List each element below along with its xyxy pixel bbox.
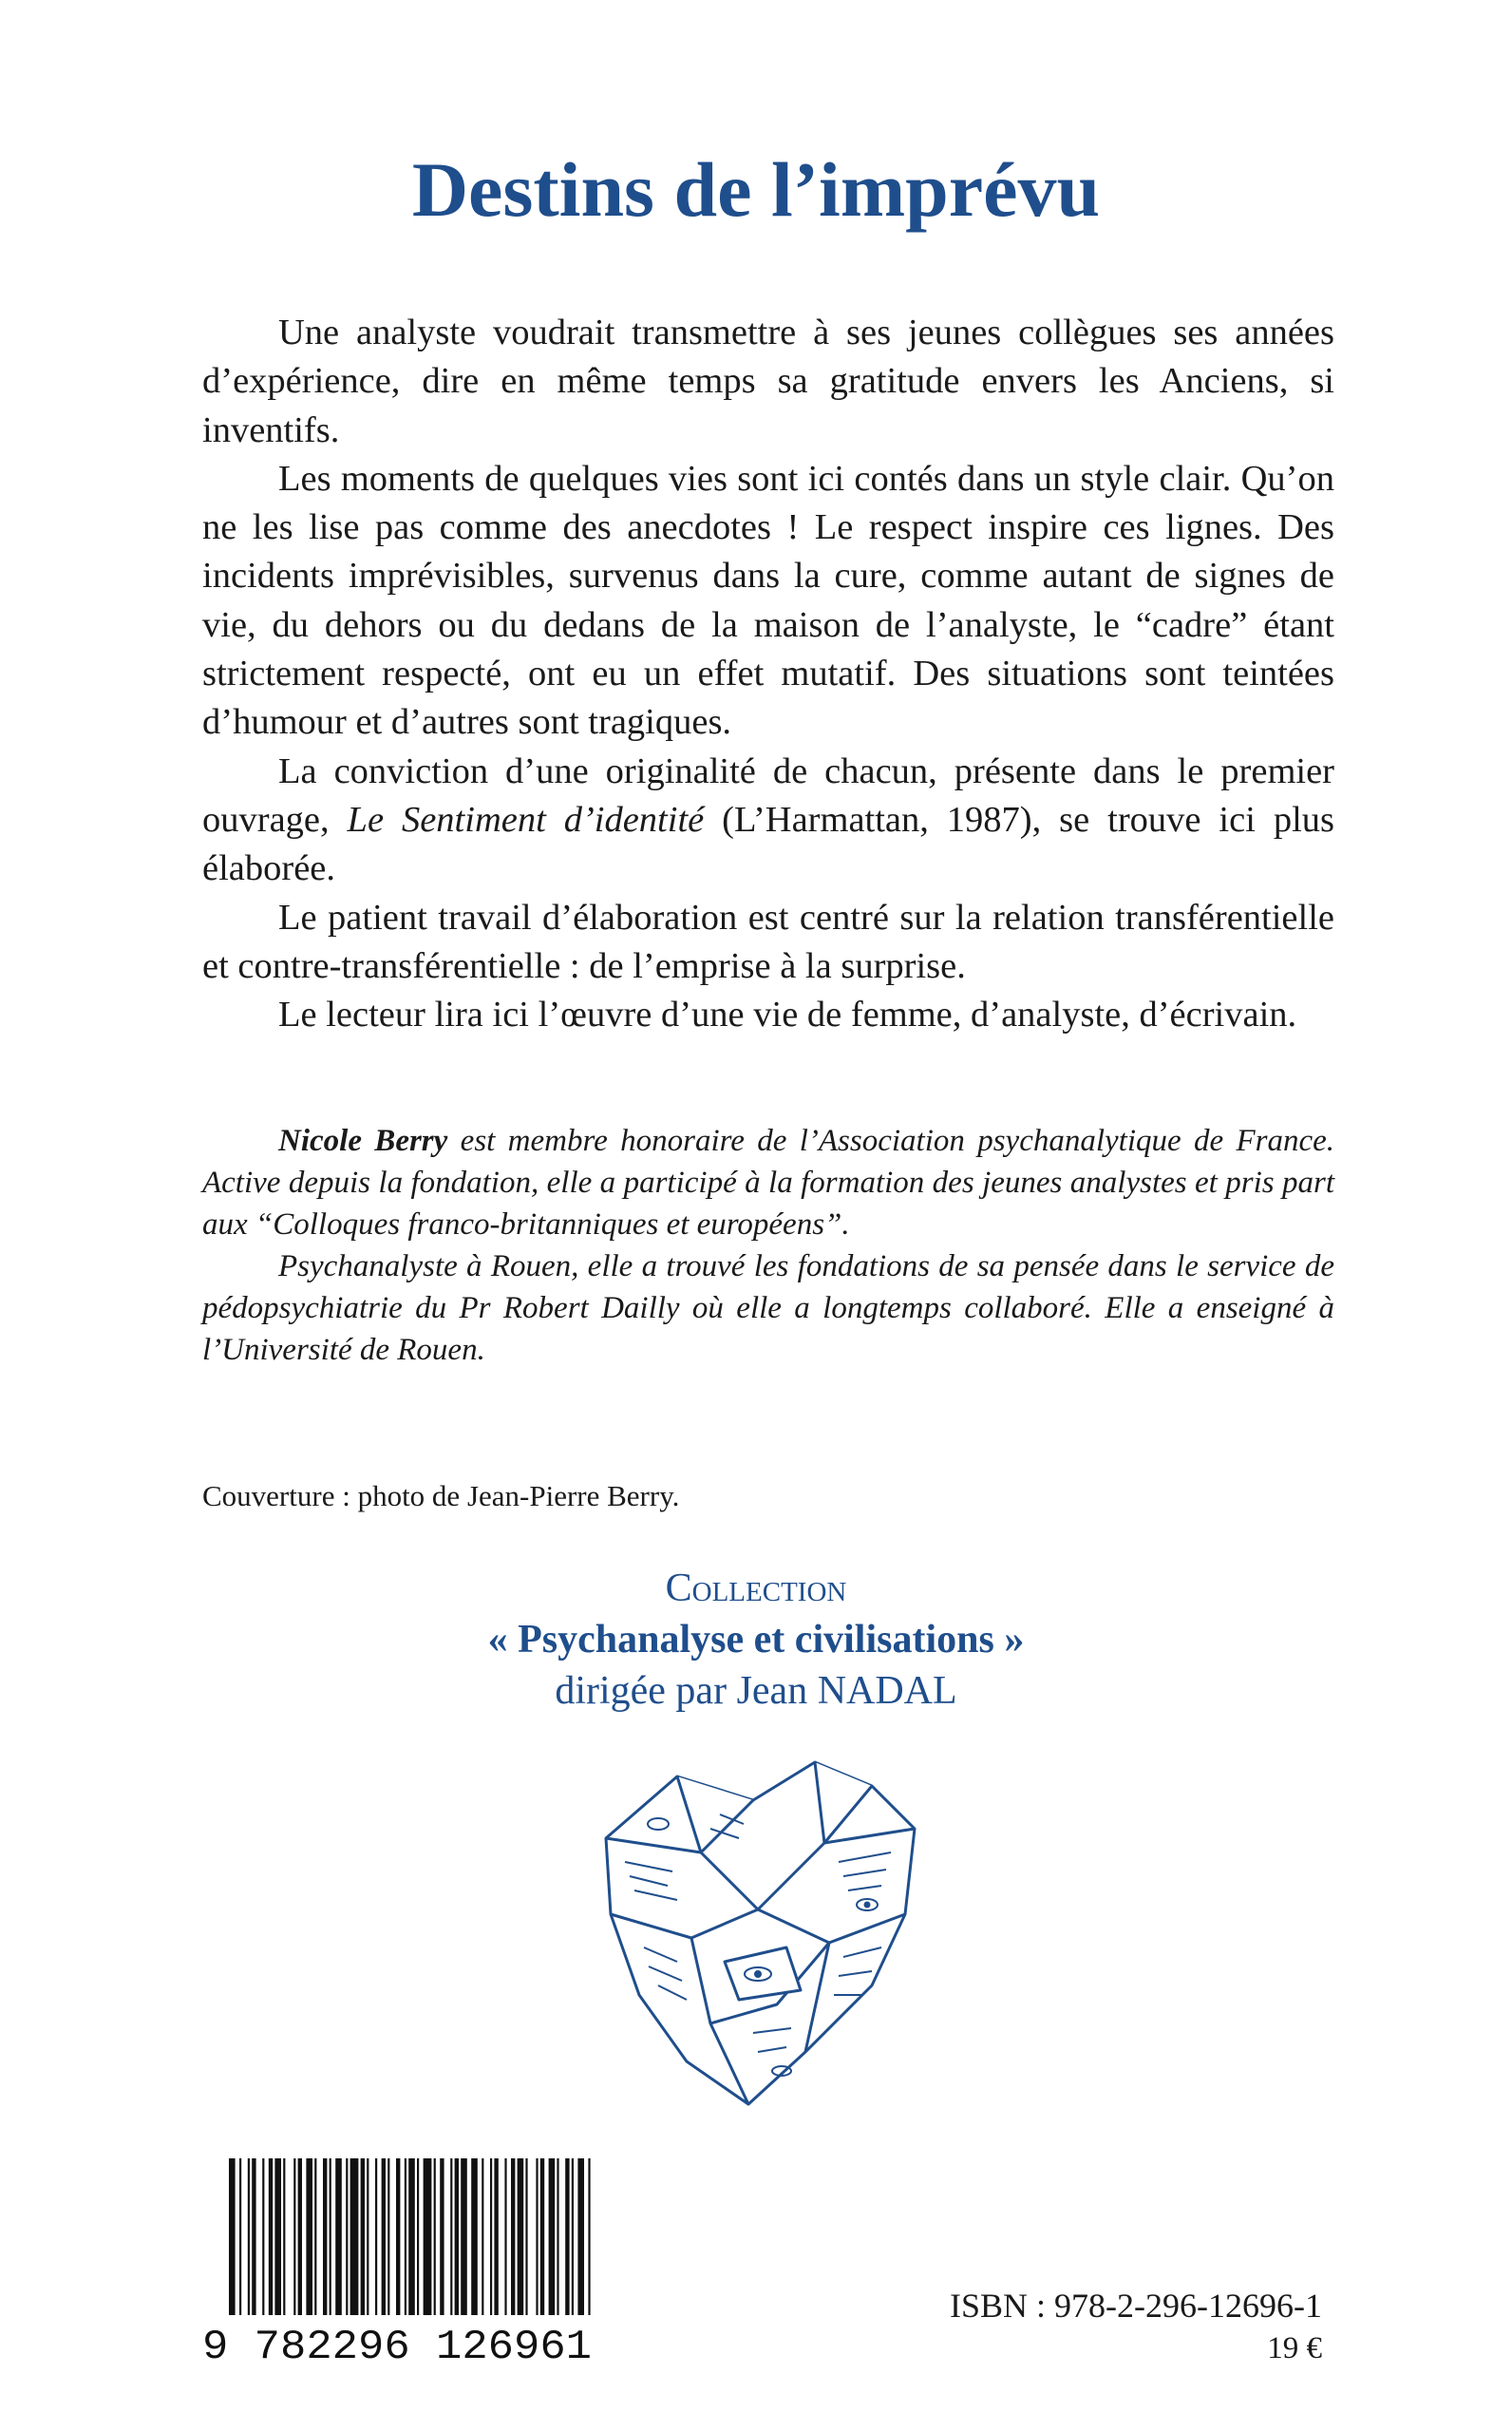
barcode-bar	[494, 2158, 498, 2315]
bio-paragraph: Psychanalyste à Rouen, elle a trouvé les fondations de sa pensée dans le service de pédopsychiatrie du Pr Robert Dailly où elle a longtemps collaboré. Elle a enseigné à l’Université de Rouen.	[202, 1249, 1334, 1367]
barcode-bar	[424, 2158, 432, 2315]
barcode-bar	[330, 2158, 331, 2315]
barcode-bar	[229, 2158, 236, 2315]
barcode-bar	[588, 2158, 590, 2315]
barcode-bar	[482, 2158, 483, 2315]
barcode-bar	[540, 2158, 544, 2315]
cover-credit: Couverture : photo de Jean-Pierre Berry.	[202, 1479, 680, 1512]
barcode-bar	[455, 2158, 459, 2315]
barcode-bar	[525, 2158, 527, 2315]
barcode-bar	[417, 2158, 419, 2315]
collection-series: « Psychanalyse et civilisations »	[487, 1618, 1025, 1662]
barcode-bar	[490, 2158, 492, 2315]
author-bio	[202, 1120, 1334, 1371]
blurb-paragraph	[202, 748, 1334, 894]
barcode-bar	[283, 2158, 285, 2315]
barcode-bar	[306, 2158, 312, 2315]
blurb-text: (L’Harmattan, 1987), se trouve ici plus élaborée.	[202, 799, 1335, 889]
barcode-bar	[314, 2158, 316, 2315]
back-cover-blurb	[202, 309, 1334, 1039]
barcode-bar	[405, 2158, 406, 2315]
barcode-bar	[387, 2158, 389, 2315]
bio-text: est membre honoraire de l’Association psychanalytique de France. Active depuis la fondation, elle a participé à la formation des jeunes analystes et pris part aux “Colloques franco-britanniques et européens”.	[202, 1124, 1335, 1242]
cubist-face-emblem-icon	[587, 1757, 929, 2109]
author-name: Nicole Berry	[278, 1124, 448, 1158]
barcode-bar	[382, 2158, 386, 2315]
barcode-bar	[298, 2158, 302, 2315]
barcode-bar	[293, 2158, 295, 2315]
bio-paragraph	[202, 1120, 1334, 1245]
barcode-bar	[367, 2158, 369, 2315]
collection-info	[0, 1563, 1512, 1717]
previous-book-title: Le Sentiment d’identité	[347, 799, 705, 840]
barcode-bar	[557, 2158, 558, 2315]
collection-label: Collection	[665, 1567, 847, 1610]
barcode-bar	[471, 2158, 478, 2315]
blurb-paragraph: Le lecteur lira ici l’œuvre d’une vie de femme, d’analyste, d’écrivain.	[278, 995, 1297, 1035]
barcode-bar	[323, 2158, 327, 2315]
barcode-bar	[572, 2158, 574, 2315]
barcode-bar	[274, 2158, 281, 2315]
barcode-bar	[434, 2158, 436, 2315]
blurb-paragraph: Une analyste voudrait transmettre à ses jeunes collègues ses années d’expérience, dire en même temps sa gratitude envers les Anciens, si inventifs.	[202, 313, 1334, 450]
barcode-bar	[375, 2158, 377, 2315]
barcode-digits: 9 782296 126961	[202, 2324, 592, 2363]
blurb-paragraph: Le patient travail d’élaboration est centré sur la relation transférentielle et contre-transférentielle : de l’emprise à la surprise.	[202, 897, 1334, 986]
barcode-bar	[248, 2158, 250, 2315]
barcode-bar	[350, 2158, 359, 2315]
barcode	[202, 2158, 596, 2363]
barcode-bar	[518, 2158, 524, 2315]
barcode-bar	[239, 2158, 241, 2315]
barcode-bar	[252, 2158, 255, 2315]
barcode-bar	[565, 2158, 569, 2315]
barcode-bar	[549, 2158, 556, 2315]
blurb-paragraph: Les moments de quelques vies sont ici contés dans un style clair. Qu’on ne les lise pas comme des anecdotes ! Le respect inspire ces lignes. Des incidents imprévisibles, survenus dans la cure, comme autant de signes de vie, du dehors ou du dedans de la maison de l’analyste, le “cadre” étant strictement respecté, ont eu un effet mutatif. Des situations sont teintées d’humour et d’autres sont tragiques.	[202, 458, 1334, 743]
barcode-bar	[396, 2158, 400, 2315]
barcode-bar	[536, 2158, 538, 2315]
barcode-bar	[504, 2158, 506, 2315]
barcode-bar	[450, 2158, 452, 2315]
barcode-bar	[361, 2158, 365, 2315]
barcode-bar	[335, 2158, 342, 2315]
isbn: ISBN : 978-2-296-12696-1	[950, 2287, 1322, 2325]
barcode-bar	[262, 2158, 264, 2315]
barcode-bar	[511, 2158, 515, 2315]
barcode-bar	[440, 2158, 444, 2315]
barcode-bar	[346, 2158, 348, 2315]
barcode-bar	[461, 2158, 467, 2315]
barcode-bar	[408, 2158, 415, 2315]
blurb-text: La conviction d’une originalité de chacun, présente dans le premier ouvrage,	[202, 750, 1334, 840]
book-title: Destins de l’imprévu	[411, 146, 1101, 233]
price: 19 €	[1267, 2331, 1322, 2365]
barcode-bar	[577, 2158, 584, 2315]
collection-director: dirigée par Jean NADAL	[555, 1669, 957, 1713]
barcode-bar	[269, 2158, 273, 2315]
